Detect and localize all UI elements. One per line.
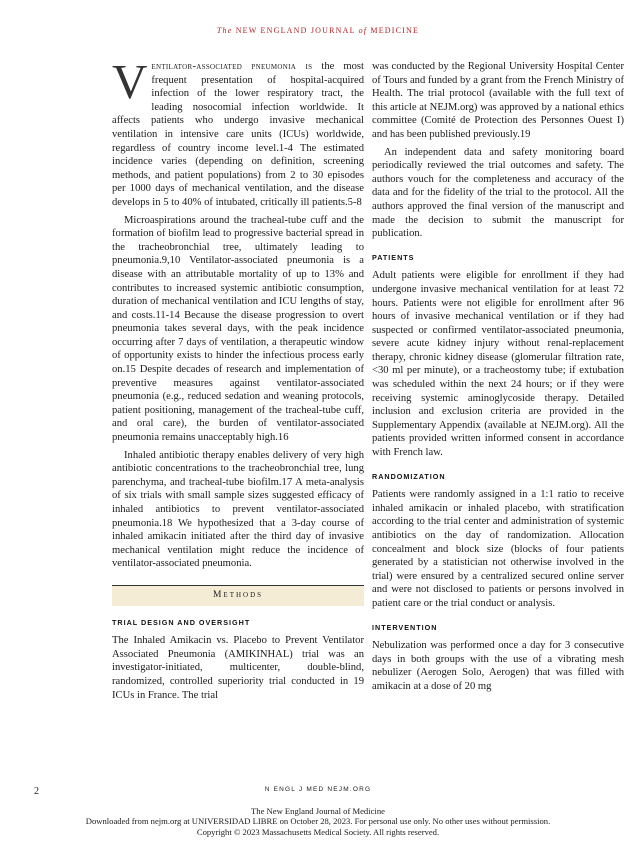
page-number: 2 bbox=[34, 786, 39, 797]
download-notice bbox=[0, 806, 636, 837]
journal-header-name-2: MEDICINE bbox=[370, 26, 420, 35]
intervention-heading: INTERVENTION bbox=[372, 622, 438, 632]
intro-paragraph bbox=[112, 54, 364, 210]
intro-body: the most frequent presentation of hospital-acquired infection of the lower respiratory tract, the leading nosocomial infection worldwide. It affects patients who undergo invasive mechanical ventilation in intensive care units (ICUs) worldwide, regardless of country income level.1-4 The estimated incidence varies (depending on definition, screening methods, and patient populations) from 2 to 30 episodes per 1000 days of mechanical ventilation, and the disease develops in 5 to 40% of intubated, critically ill patients.5-8 bbox=[112, 61, 364, 208]
paragraph-patients: Adult patients were eligible for enrollment if they had undergone invasive mechanical ventilation for at least 72 hours. Patients were not eligible for enrollment after 96 hours of invasive mechanical ventilation or if they had suspected or confirmed ventilator-associated pneumonia, severe acute kidney injury without renal-replacement therapy, chronic kidney disease (glomerular filtration rate, <30 ml per minute), or a tracheostomy tube; if extubation was scheduled within the next 24 hours; or if they were receiving systemic aminoglycoside therapy. Detailed inclusion and exclusion criteria are provided in the Supplementary Appendix (available at NEJM.org). All the patients provided written informed consent in accordance with French law. bbox=[372, 270, 624, 459]
randomization-heading: RANDOMIZATION bbox=[372, 471, 446, 481]
journal-header-of: of bbox=[358, 26, 368, 35]
paragraph-microaspirations: Microaspirations around the tracheal-tube cuff and the formation of biofilm lead to progressive bacterial spread in the tracheobronchial tree, ultimately leading to pneumonia.9,10 Ventilator-associated pneumonia is a disease with an attributable mortality of up to 13% and contributes to increased systemic antibiotic consumption, duration of mechanical ventilation and ICU lengths of stay, and costs.11-14 Because the disease progression to overt pneumonia takes several days, with the peak incidence occurring after 7 days of ventilation, a therapeutic window of opportunity exists to hinder the infectious process early on.15 Despite decades of research and implementation of preventive measures against ventilator-associated pneumonia (e.g., reduced sedation and weaning protocols, patient positioning, management of the tracheal-tube cuff, and oral care), the burden of ventilator-associated pneumonia remains unacceptably high.16 bbox=[112, 214, 364, 444]
paragraph-monitoring-board: An independent data and safety monitoring board periodically reviewed the trial outcomes and safety. The authors vouch for the completeness and accuracy of the data and for the fidelity of the trial to the protocol. All the authors approved the final version of the manuscript and made the decision to submit the manuscript for publication. bbox=[372, 146, 624, 240]
paragraph-inhaled-antibiotic: Inhaled antibiotic therapy enables delivery of very high antibiotic concentrations to the tracheobronchial tree, lung parenchyma, and tracheal-tube biofilm.17 A meta-analysis of six trials with small sample sizes suggested efficacy of inhaled antibiotics to prevent ventilator-associated pneumonia.18 We hypothesized that a 3-day course of inhaled amikacin initiated after the third day of invasive mechanical ventilation might reduce the incidence of ventilator-associated pneumonia. bbox=[112, 449, 364, 570]
journal-header-the: The bbox=[216, 26, 233, 35]
right-column bbox=[372, 60, 624, 698]
download-line-source: Downloaded from nejm.org at UNIVERSIDAD LIBRE on October 28, 2023. For personal use only. No other uses without permission. bbox=[85, 816, 551, 827]
left-column bbox=[112, 54, 364, 706]
paragraph-intervention: Nebulization was performed once a day for 3 consecutive days in both groups with the use of a vibrating mesh nebulizer (Aerogen Solo, Aerogen) that was filled with amikacin at a dose of 20 mg bbox=[372, 640, 624, 692]
paragraph-trial-conduct: was conducted by the Regional University Hospital Center of Tours and funded by a grant from the French Ministry of Health. The trial protocol (available with the full text of this article at NEJM.org) was approved by a national ethics committee (Comité de Protection des Personnes Ouest I) and has been published previously.19 bbox=[372, 61, 624, 140]
trial-design-heading: TRIAL DESIGN AND OVERSIGHT bbox=[112, 617, 251, 627]
methods-section-title: Methods bbox=[112, 585, 364, 606]
journal-header bbox=[0, 26, 636, 35]
drop-cap: V bbox=[112, 54, 148, 109]
paragraph-trial-design: The Inhaled Amikacin vs. Placebo to Prevent Ventilator Associated Pneumonia (AMIKINHAL) trial was an investigator-initiated, multicenter, double-blind, randomized, controlled superiority trial conducted in 19 ICUs in France. The trial bbox=[112, 635, 364, 701]
paragraph-randomization: Patients were randomly assigned in a 1:1 ratio to receive inhaled amikacin or inhaled placebo, with stratification according to the trial center and administration of systemic antibiotics on the day of randomization. Allocation concealment and block size (blocks of four patients generated by a statistician not otherwise involved in the trial) were ensured by a centralized secured online server and were not disclosed to patients or persons involved in patient care or the trial conduct or analysis. bbox=[372, 489, 624, 609]
journal-header-name-1: NEW ENGLAND JOURNAL bbox=[235, 26, 356, 35]
intro-small-caps: entilator-associated pneumonia is bbox=[151, 61, 313, 72]
download-line-copyright: Copyright © 2023 Massachusetts Medical Society. All rights reserved. bbox=[196, 826, 440, 837]
footer-journal-url: N ENGL J MED NEJM.ORG bbox=[264, 786, 372, 793]
patients-heading: PATIENTS bbox=[372, 252, 415, 262]
download-line-journal: The New England Journal of Medicine bbox=[251, 806, 385, 816]
